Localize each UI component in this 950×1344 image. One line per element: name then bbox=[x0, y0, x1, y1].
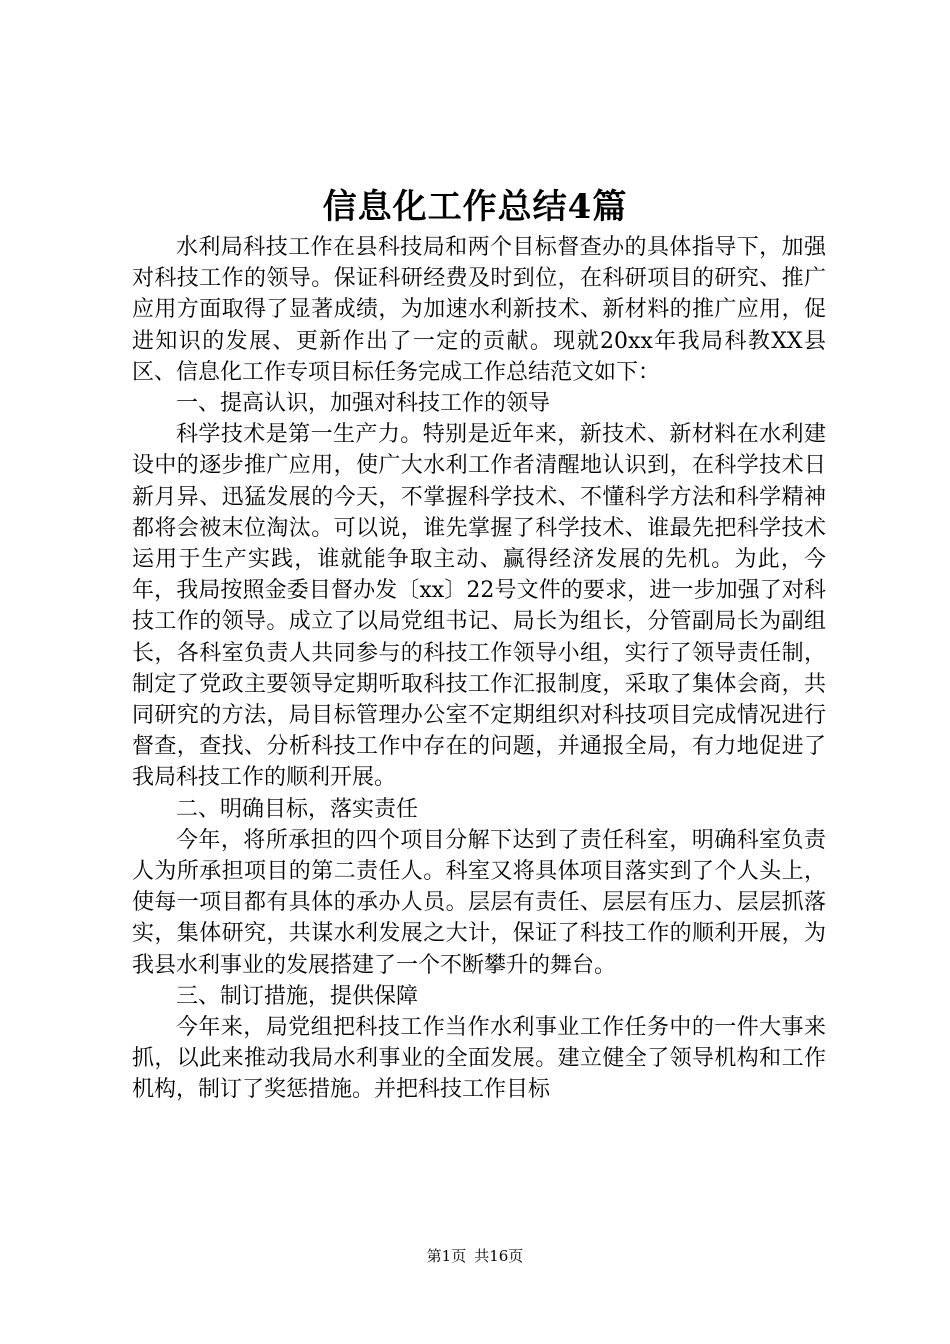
section-heading-2: 二、明确目标，落实责任 bbox=[176, 796, 419, 822]
paragraph-section-3: 今年来，局党组把科技工作当作水利事业工作任务中的一件大事来抓，以此来推动我局水利事业的全面发展。建立健全了领导机构和工作机构，制订了奖惩措施。并把科技工作目标 bbox=[132, 1015, 826, 1103]
document-title: 信息化工作总结4篇 bbox=[322, 187, 628, 227]
paragraph-section-2: 今年，将所承担的四个项目分解下达到了责任科室，明确科室负责人为所承担项目的第二责任人。科室又将具体项目落实到了个人头上，使每一项目都有具体的承办人员。层层有责任、层层有压力、层层抓落实，集体研究，共谋水利发展之大计，保证了科技工作的顺利开展，为我县水利事业的发展搭建了一个不断攀升的舞台。 bbox=[132, 827, 826, 978]
page-footer bbox=[0, 1245, 950, 1267]
section-heading-1: 一、提高认识，加强对科技工作的领导 bbox=[176, 391, 551, 417]
paragraph-section-1: 科学技术是第一生产力。特别是近年来，新技术、新材料在水利建设中的逐步推广应用，使广大水利工作者清醒地认识到，在科学技术日新月异、迅猛发展的今天，不掌握科学技术、不懂科学方法和科学精神都将会被末位淘汰。可以说，谁先掌握了科学技术、谁最先把科学技术运用于生产实践，谁就能争取主动、赢得经济发展的先机。为此，今年，我局按照金委目督办发〔xx〕22号文件的要求，进一步加强了对科技工作的领导。成立了以局党组书记、局长为组长，分管副局长为副组长，各科室负责人共同参与的科技工作领导小组，实行了领导责任制，制定了党政主要领导定期听取科技工作汇报制度，采取了集体会商，共同研究的方法，局目标管理办公室不定期组织对科技项目完成情况进行督查，查找、分析科技工作中存在的问题，并通报全局，有力地促进了我局科技工作的顺利开展。 bbox=[132, 422, 826, 791]
page-number: 第1页 bbox=[426, 1247, 467, 1265]
document-body bbox=[132, 232, 826, 1106]
page-total: 共16页 bbox=[474, 1247, 524, 1265]
paragraph-intro: 水利局科技工作在县科技局和两个目标督查办的具体指导下，加强对科技工作的领导。保证科研经费及时到位，在科研项目的研究、推广应用方面取得了显著成绩，为加速水利新技术、新材料的推广应用，促进知识的发展、更新作出了一定的贡献。现就20xx年我局科教XX县区、信息化工作专项目标任务完成工作总结范文如下： bbox=[132, 235, 826, 385]
section-heading-3: 三、制订措施，提供保障 bbox=[176, 983, 419, 1009]
